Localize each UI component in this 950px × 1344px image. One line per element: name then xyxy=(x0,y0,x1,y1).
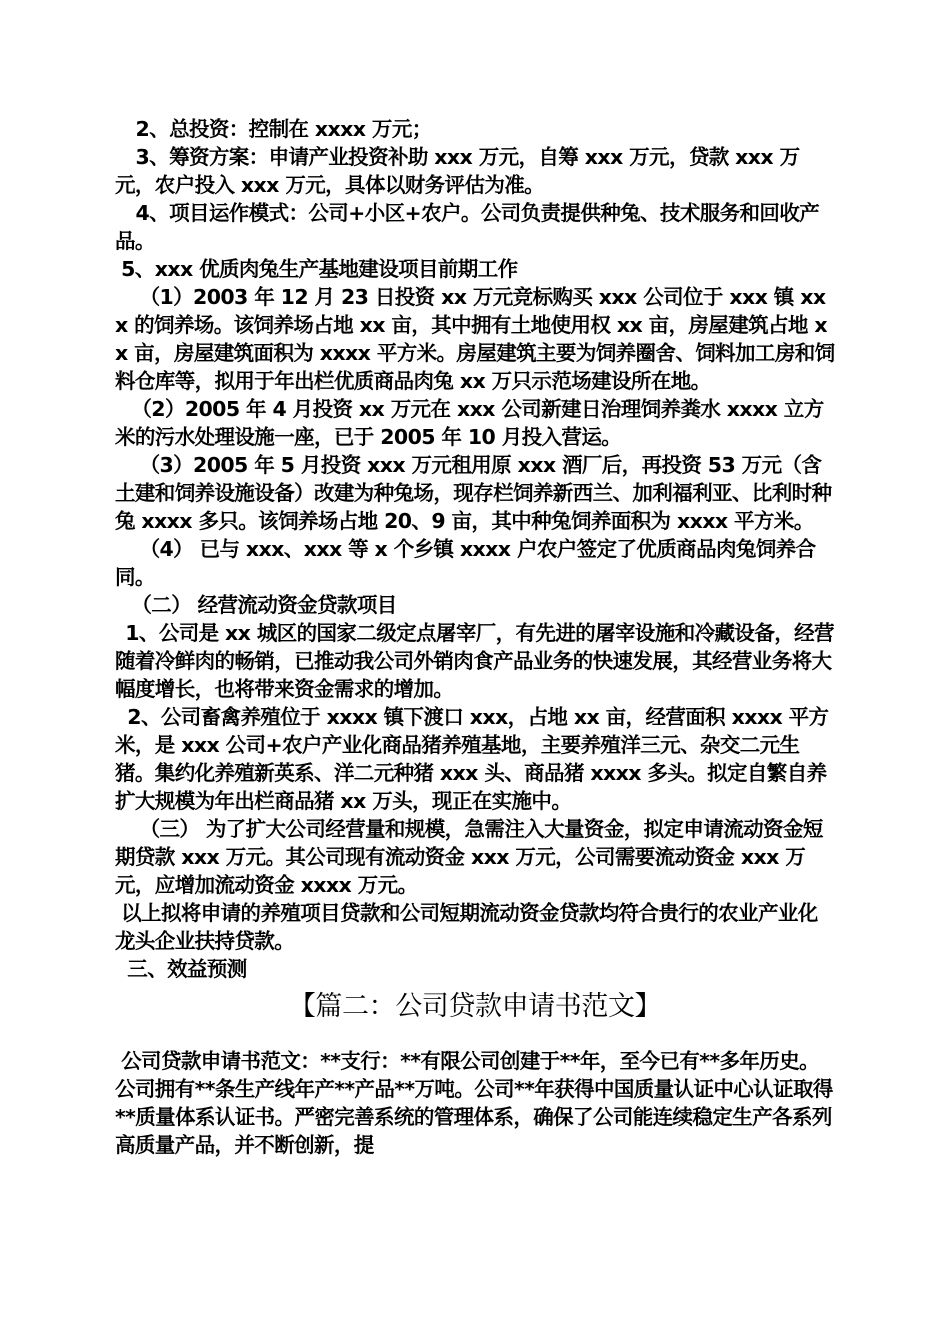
paragraph-capital-need: （三） 为了扩大公司经营量和规模，急需注入大量资金，拟定申请流动资金短期贷款 xxx 万元。其公司现有流动资金 xxx 万元，公司需要流动资金 xxx 万元，应增加流动资金 xxxx 万元。 xyxy=(115,817,823,897)
document-page xyxy=(115,115,835,1159)
paragraph-sample-letter: 公司贷款申请书范文：**支行：**有限公司创建于**年，至今已有**多年历史。公司拥有**条生产线年产**产品**万吨。公司**年获得中国质量认证中心认证取得**质量体系认证书。严密完善系统的管理体系，确保了公司能连续稳定生产各系列高质量产品，并不断创新，提 xyxy=(115,1049,833,1157)
heading-working-capital-loan: （二） 经营流动资金贷款项目 xyxy=(131,593,397,617)
paragraph-conclusion: 以上拟将申请的养殖项目贷款和公司短期流动资金贷款均符合贵行的农业产业化龙头企业扶持贷款。 xyxy=(115,901,818,953)
paragraph-livestock-base: 2、公司畜禽养殖位于 xxxx 镇下渡口 xxx，占地 xx 亩，经营面积 xxxx 平方米，是 xxx 公司+农户产业化商品猪养殖基地，主要养殖洋三元、杂交二元生猪。集约化养殖新英系、洋二元种猪 xxx 头、商品猪 xxxx 多头。拟定自繁自养扩大规模为年出栏商品猪 xx 万头，现正在实施中。 xyxy=(115,705,829,813)
paragraph-slaughterhouse: 1、公司是 xx 城区的国家二级定点屠宰厂，有先进的屠宰设施和冷藏设备，经营随着冷鲜肉的畅销，已推动我公司外销肉食产品业务的快速发展，其经营业务将大幅度增长，也将带来资金需求的增加。 xyxy=(115,621,834,701)
heading-preliminary-work: 5、xxx 优质肉兔生产基地建设项目前期工作 xyxy=(121,257,518,281)
paragraph-item-2: （2）2005 年 4 月投资 xx 万元在 xxx 公司新建日治理饲养粪水 xxxx 立方米的污水处理设施一座，已于 2005 年 10 月投入营运。 xyxy=(115,397,824,449)
paragraph-total-investment: 2、总投资：控制在 xxxx 万元； xyxy=(135,117,432,141)
paragraph-operation-mode: 4、项目运作模式：公司+小区+农户。公司负责提供种兔、技术服务和回收产品。 xyxy=(115,201,820,253)
paragraph-item-1: （1）2003 年 12 月 23 日投资 xx 万元竞标购买 xxx 公司位于 xxx 镇 xxx 的饲养场。该饲养场占地 xx 亩，其中拥有土地使用权 xx 亩，房屋建筑占地 xx 亩，房屋建筑面积为 xxxx 平方米。房屋建筑主要为饲养圈舍、饲料加工房和饲料仓库等，拟用于年出栏优质商品肉兔 xx 万只示范场建设所在地。 xyxy=(115,285,835,393)
paragraph-item-3: （3）2005 年 5 月投资 xxx 万元租用原 xxx 酒厂后，再投资 53 万元（含土建和饲养设施设备）改建为种兔场，现存栏饲养新西兰、加利福利亚、比利时种兔 xxxx 多只。该饲养场占地 20、9 亩，其中种兔饲养面积为 xxxx 平方米。 xyxy=(115,453,832,533)
section-title: 【篇二：公司贷款申请书范文】 xyxy=(288,991,662,1022)
paragraph-funding-plan: 3、筹资方案：申请产业投资补助 xxx 万元，自筹 xxx 万元，贷款 xxx 万元，农户投入 xxx 万元，具体以财务评估为准。 xyxy=(115,145,800,197)
heading-benefit-forecast: 三、效益预测 xyxy=(127,957,247,981)
paragraph-item-4: （4） 已与 xxx、xxx 等 x 个乡镇 xxxx 户农户签定了优质商品肉兔饲养合同。 xyxy=(115,537,816,589)
